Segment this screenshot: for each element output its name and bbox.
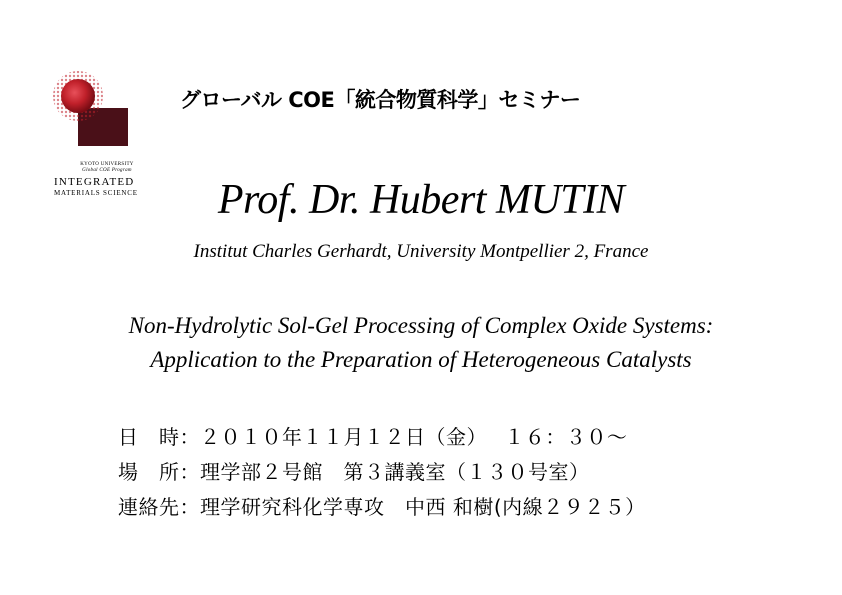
logo-program-text: Global COE Program [82,168,132,173]
logo-university-text: KYOTO UNIVERSITY [80,162,134,167]
seminar-headline: グローバル COE「統合物質科学」セミナー [180,88,581,112]
contact-line: 連絡先：理学研究科化学専攻 中西 和樹(内線２９２５） [118,495,646,519]
logo-sphere-icon [52,70,132,150]
speaker-affiliation: Institut Charles Gerhardt, University Montpellier 2, France [193,241,649,262]
logo-integrated-text: INTEGRATED [54,176,135,188]
logo-materials-text: MATERIALS SCIENCE [54,189,138,197]
place-line: 場 所：理学部２号館 第３講義室（１３０号室） [118,460,590,484]
talk-title-line-2: Application to the Preparation of Heterogeneous Catalysts [150,347,692,372]
speaker-name: Prof. Dr. Hubert MUTIN [217,177,625,223]
date-time-line: 日 時：２０１０年１１月１２日（金） １６：３０～ [118,425,628,449]
talk-title-line-1: Non-Hydrolytic Sol-Gel Processing of Complex Oxide Systems: [128,313,714,338]
